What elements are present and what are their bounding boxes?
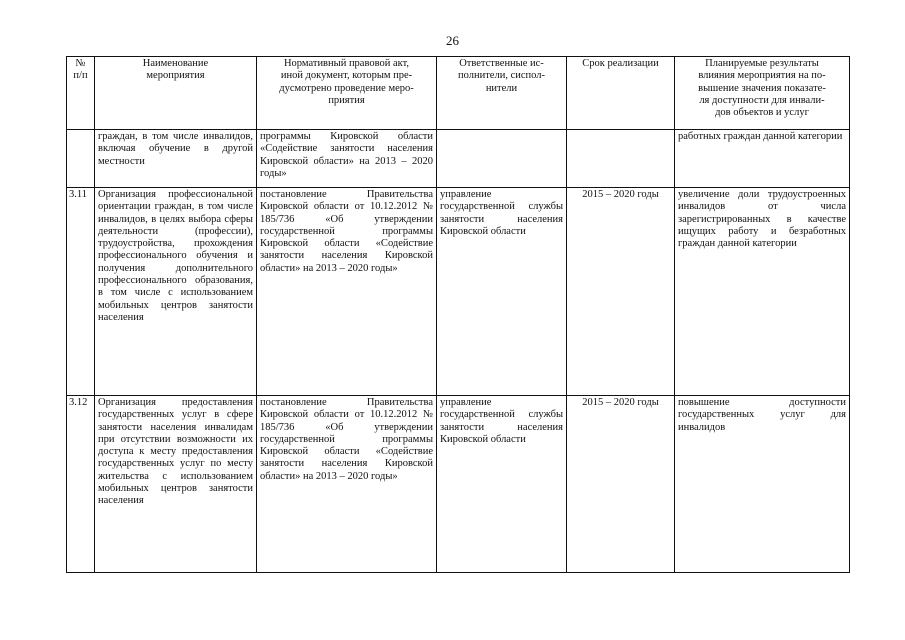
page-number: 26 [446,33,459,48]
table-header-row [67,57,850,130]
header-responsible: Ответственные ис- полнители, сиспол- нители [437,57,567,130]
row-num: 3.12 [67,396,95,573]
table-row [67,130,850,188]
row-responsible [437,130,567,188]
row-act: программы Кировской области «Содействие занятости населения Кировской области» на 2013 – 2020 годы» [257,130,437,188]
row-num [67,130,95,188]
row-num: 3.11 [67,188,95,396]
header-num: № п/п [67,57,95,130]
row-act: постановление Правительства Кировской области от 10.12.2012 № 185/736 «Об утверждении государственной программы Кировской области «Содействие занятости населения Кировской области» на 2013 – 2020 годы» [257,188,437,396]
header-results: Планируемые результаты влияния мероприятия на по- вышение значения показате- ля доступности для инвали- дов объектов и услуг [675,57,850,130]
header-name: Наименование мероприятия [95,57,257,130]
header-act: Нормативный правовой акт, иной документ, которым пре- дусмотрено проведение меро- приятия [257,57,437,130]
row-results: увеличение доли трудоустроенных инвалидов от числа зарегистрированных в качестве ищущих работу и безработных граждан данной категории [675,188,850,396]
row-name: Организация предоставления государственных услуг в сфере занятости населения инвалидам при отсутствии возможности их доступа к месту предоставления государственных услуг по месту жительства с использованием мобильных центров занятости населения [95,396,257,573]
row-period: 2015 – 2020 годы [567,396,675,573]
row-name: граждан, в том числе инвалидов, включая обучение в другой местности [95,130,257,188]
row-period: 2015 – 2020 годы [567,188,675,396]
row-name: Организация профессиональной ориентации граждан, в том числе инвалидов, в целях выбора сферы деятельности (профессии), трудоустройства, прохождения профессионального обучения и получения дополнительного профессионального образования, в том числе с использованием мобильных центров занятости населения [95,188,257,396]
row-responsible: управление государственной службы занятости населения Кировской области [437,396,567,573]
header-period: Срок реализации [567,57,675,130]
row-results: работных граждан данной категории [675,130,850,188]
table-row [67,396,850,573]
measures-table [66,56,850,573]
row-act: постановление Правительства Кировской области от 10.12.2012 № 185/736 «Об утверждении государственной программы Кировской области «Содействие занятости населения Кировской области» на 2013 – 2020 годы» [257,396,437,573]
row-period [567,130,675,188]
row-responsible: управление государственной службы занятости населения Кировской области [437,188,567,396]
row-results: повышение доступности государственных услуг для инвалидов [675,396,850,573]
table-row [67,188,850,396]
